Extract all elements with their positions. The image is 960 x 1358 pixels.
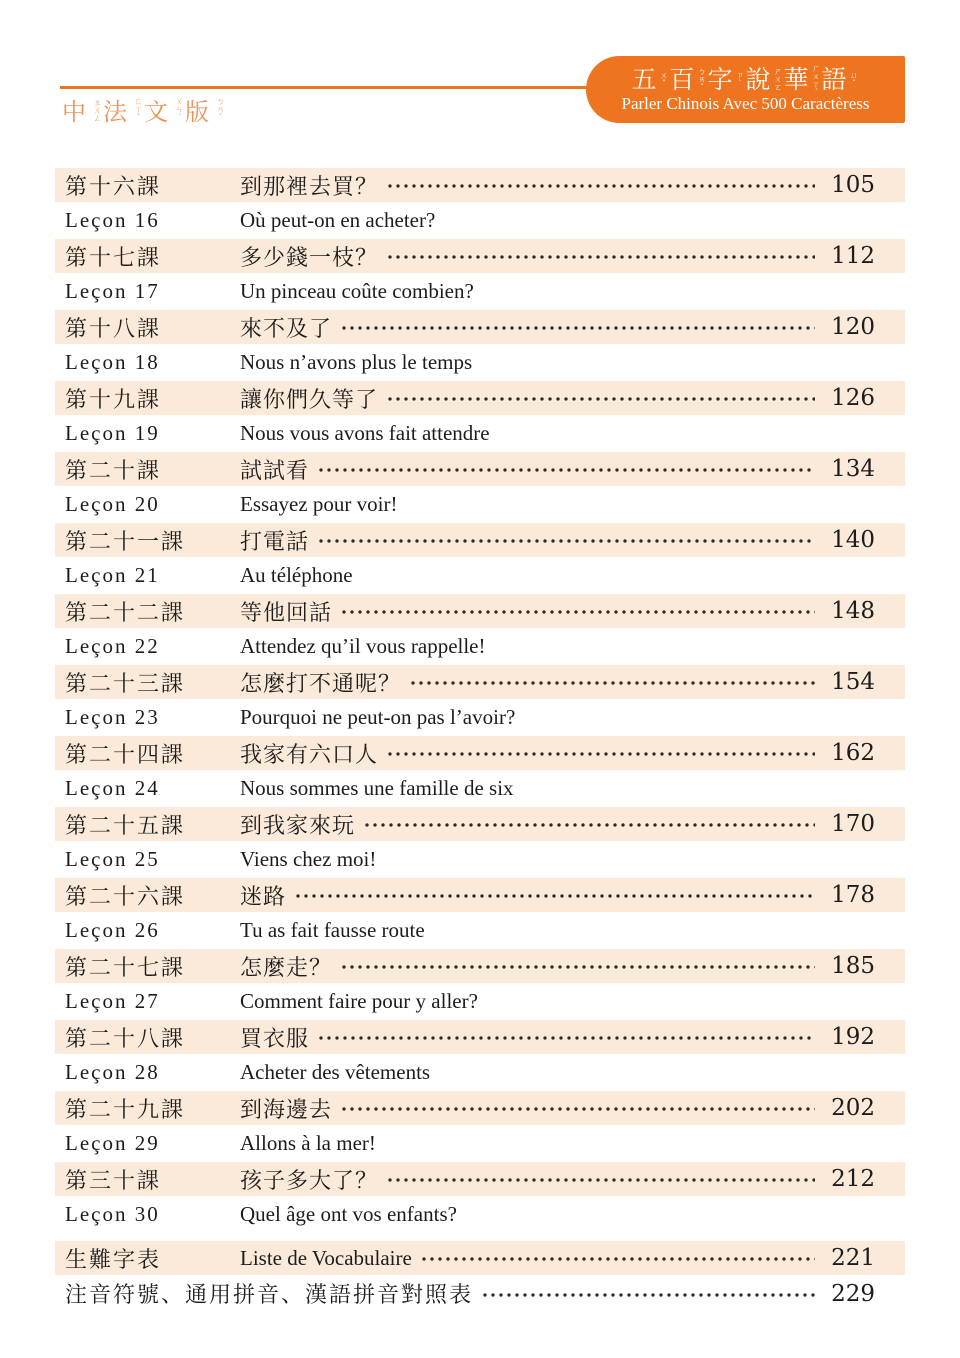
vocabulary-label-chinese: 生難字表 [65, 1247, 162, 1273]
toc-list [55, 168, 905, 1312]
dot-leader [386, 1173, 815, 1187]
dot-leader [386, 747, 815, 761]
lesson-number-french: Leçon 29 [65, 1131, 160, 1155]
page-number: 192 [831, 1024, 875, 1050]
lesson-number-chinese: 第十七課 [65, 245, 162, 271]
toc-row-french [55, 1196, 905, 1233]
book-title-zhuyin: ㄩˇ [849, 70, 859, 88]
dot-leader [294, 889, 815, 903]
toc-row-chinese [55, 168, 905, 202]
toc-row-chinese [55, 239, 905, 273]
lesson-number-chinese: 第二十課 [65, 458, 162, 484]
page-number: 126 [831, 385, 875, 411]
edition-hanzi: 法 [103, 98, 133, 126]
dot-leader [340, 605, 815, 619]
lesson-title-chinese: 讓你們久等了 [240, 387, 379, 413]
dot-leader [386, 392, 815, 406]
dot-leader [340, 321, 815, 335]
lesson-number-french: Leçon 30 [65, 1202, 160, 1226]
toc-row-chinese [55, 807, 905, 841]
lesson-number-chinese: 第二十九課 [65, 1097, 186, 1123]
page-number: 212 [831, 1166, 875, 1192]
toc-row-french [55, 912, 905, 949]
lesson-title-chinese: 到那裡去買？ [240, 174, 379, 200]
edition-zhuyin: ㄈㄚˇ [134, 97, 143, 122]
toc-row-chinese [55, 452, 905, 486]
page-number: 154 [831, 669, 875, 695]
toc-extras [55, 1241, 905, 1312]
lesson-title-chinese: 多少錢一枝？ [240, 245, 379, 271]
lesson-title-chinese: 我家有六口人 [240, 742, 379, 768]
toc-row-chinese [55, 523, 905, 557]
lesson-number-chinese: 第十八課 [65, 316, 162, 342]
toc-row-french [55, 1125, 905, 1162]
book-title-hanzi: 百 [669, 64, 697, 94]
toc-row-chinese [55, 381, 905, 415]
toc-row-french [55, 273, 905, 310]
dot-leader [386, 179, 815, 193]
lesson-title-french: Tu as fait fausse route [240, 918, 425, 942]
edition-char-group [62, 92, 103, 127]
lesson-number-chinese: 第二十七課 [65, 955, 186, 981]
edition-zhuyin: ㄨㄣˊ [175, 97, 184, 122]
toc-row-french [55, 1054, 905, 1091]
book-title-chinese [631, 64, 859, 98]
book-title-hanzi: 華 [783, 64, 811, 94]
toc-row-french [55, 628, 905, 665]
lesson-number-french: Leçon 16 [65, 208, 160, 232]
lesson-title-french: Quel âge ont vos enfants? [240, 1202, 457, 1226]
lesson-title-french: Allons à la mer! [240, 1131, 376, 1155]
toc-row-vocabulary [55, 1241, 905, 1275]
lesson-number-chinese: 第二十五課 [65, 813, 186, 839]
toc-row-chinese [55, 594, 905, 628]
toc-row-chinese [55, 1020, 905, 1054]
page-number: 140 [831, 527, 875, 553]
lesson-title-french: Nous vous avons fait attendre [240, 421, 490, 445]
book-title-hanzi: 說 [745, 64, 773, 94]
lesson-number-french: Leçon 26 [65, 918, 160, 942]
lesson-number-french: Leçon 28 [65, 1060, 160, 1084]
book-title-zhuyin: ㄗˋ [735, 70, 745, 88]
dot-leader [340, 960, 815, 974]
lesson-title-french: Acheter des vêtements [240, 1060, 431, 1084]
dot-leader [317, 1031, 815, 1045]
edition-hanzi: 中 [62, 98, 92, 126]
lesson-number-french: Leçon 24 [65, 776, 160, 800]
lesson-title-french: Un pinceau coûte combien? [240, 279, 474, 303]
toc-row-french [55, 841, 905, 878]
dot-leader [420, 1252, 815, 1266]
lesson-title-french: Attendez qu’il vous rappelle! [240, 634, 486, 658]
page-number: 148 [831, 598, 875, 624]
book-title-zhuyin: ㄨˇ [659, 70, 669, 88]
toc-row-chinese [55, 310, 905, 344]
lesson-number-french: Leçon 17 [65, 279, 160, 303]
page-number: 112 [831, 243, 875, 269]
toc-row-french [55, 202, 905, 239]
page-number: 134 [831, 456, 875, 482]
lesson-title-french: Essayez pour voir! [240, 492, 398, 516]
lesson-number-french: Leçon 20 [65, 492, 160, 516]
toc-row-chinese [55, 878, 905, 912]
book-title-char-group [707, 66, 745, 94]
toc-row-chinese [55, 1162, 905, 1196]
book-title-hanzi: 字 [707, 64, 735, 94]
page-number: 170 [831, 811, 875, 837]
toc-row-phonetic-table [55, 1275, 905, 1312]
book-title-french: Parler Chinois Avec 500 Caractèress [621, 94, 870, 114]
lesson-title-chinese: 試試看 [240, 458, 310, 484]
page-number: 120 [831, 314, 875, 340]
book-title-char-group [631, 66, 669, 94]
lesson-title-chinese: 買衣服 [240, 1026, 310, 1052]
edition-hanzi: 版 [185, 98, 215, 126]
phonetic-table-label-chinese: 注音符號、通用拼音、漢語拼音對照表 [65, 1283, 474, 1308]
lesson-number-french: Leçon 21 [65, 563, 160, 587]
edition-zhuyin: ㄅㄢˇ [216, 97, 225, 122]
toc-row-french [55, 415, 905, 452]
book-title-zhuyin: ㄕㄨㄛ [773, 67, 783, 92]
book-title-char-group [822, 66, 860, 94]
toc-row-chinese [55, 949, 905, 983]
lesson-number-french: Leçon 25 [65, 847, 160, 871]
book-title-char-group [783, 64, 822, 98]
lesson-title-chinese: 到海邊去 [240, 1097, 333, 1123]
toc-row-french [55, 344, 905, 381]
page-number: 178 [831, 882, 875, 908]
page-number: 162 [831, 740, 875, 766]
lesson-number-chinese: 第二十二課 [65, 600, 186, 626]
lesson-title-chinese: 到我家來玩 [240, 813, 356, 839]
lesson-number-chinese: 第三十課 [65, 1168, 162, 1194]
edition-char-group [144, 92, 185, 127]
lesson-number-chinese: 第二十八課 [65, 1026, 186, 1052]
lesson-number-chinese: 第二十三課 [65, 671, 186, 697]
dot-leader [481, 1288, 815, 1302]
edition-char-group [185, 92, 226, 127]
edition-hanzi: 文 [144, 98, 174, 126]
dot-leader [363, 818, 815, 832]
lesson-number-french: Leçon 27 [65, 989, 160, 1013]
lesson-number-chinese: 第二十一課 [65, 529, 186, 555]
lesson-title-chinese: 來不及了 [240, 316, 333, 342]
book-title-zhuyin: ㄅㄞˇ [697, 66, 707, 92]
toc-row-french [55, 486, 905, 523]
lesson-number-chinese: 第二十四課 [65, 742, 186, 768]
lesson-title-french: Où peut-on en acheter? [240, 208, 436, 232]
book-title-zhuyin: ㄏㄨㄚˊ [811, 64, 821, 98]
page-number: 229 [831, 1280, 875, 1307]
lesson-title-french: Au téléphone [240, 563, 353, 587]
lesson-title-french: Nous n’avons plus le temps [240, 350, 473, 374]
lesson-title-chinese: 迷路 [240, 884, 287, 910]
page-number: 185 [831, 953, 875, 979]
lesson-number-chinese: 第十六課 [65, 174, 162, 200]
lesson-number-french: Leçon 23 [65, 705, 160, 729]
lesson-title-french: Pourquoi ne peut-on pas l’avoir? [240, 705, 516, 729]
lesson-number-chinese: 第十九課 [65, 387, 162, 413]
lesson-title-french: Nous sommes une famille de six [240, 776, 514, 800]
toc-row-french [55, 699, 905, 736]
toc-row-chinese [55, 1091, 905, 1125]
toc-row-chinese [55, 736, 905, 770]
lesson-number-french: Leçon 19 [65, 421, 160, 445]
dot-leader [317, 463, 815, 477]
dot-leader [317, 534, 815, 548]
lesson-title-chinese: 打電話 [240, 529, 310, 555]
toc-row-chinese [55, 665, 905, 699]
book-title-char-group [669, 66, 707, 94]
lesson-number-chinese: 第二十六課 [65, 884, 186, 910]
lesson-title-chinese: 怎麼打不通呢？ [240, 671, 402, 697]
toc-row-french [55, 557, 905, 594]
lesson-title-french: Viens chez moi! [240, 847, 377, 871]
edition-label [62, 92, 226, 127]
lesson-title-french: Comment faire pour y aller? [240, 989, 478, 1013]
vocabulary-title-french: Liste de Vocabulaire [240, 1245, 412, 1270]
book-title-hanzi: 五 [631, 64, 659, 94]
toc-row-french [55, 983, 905, 1020]
dot-leader [386, 250, 815, 264]
lesson-title-chinese: 怎麼走？ [240, 955, 333, 981]
book-title-badge [586, 56, 905, 123]
dot-leader [409, 676, 815, 690]
lesson-title-chinese: 等他回話 [240, 600, 333, 626]
toc-row-french [55, 770, 905, 807]
page-number: 221 [831, 1245, 875, 1271]
edition-zhuyin: ㄓㄨㄥ [93, 97, 102, 122]
lesson-title-chinese: 孩子多大了？ [240, 1168, 379, 1194]
lesson-number-french: Leçon 22 [65, 634, 160, 658]
lesson-number-french: Leçon 18 [65, 350, 160, 374]
book-title-char-group [746, 66, 784, 94]
book-title-hanzi: 語 [821, 64, 849, 94]
page-number: 202 [831, 1095, 875, 1121]
page-number: 105 [831, 172, 875, 198]
edition-char-group [103, 92, 144, 127]
dot-leader [340, 1102, 815, 1116]
